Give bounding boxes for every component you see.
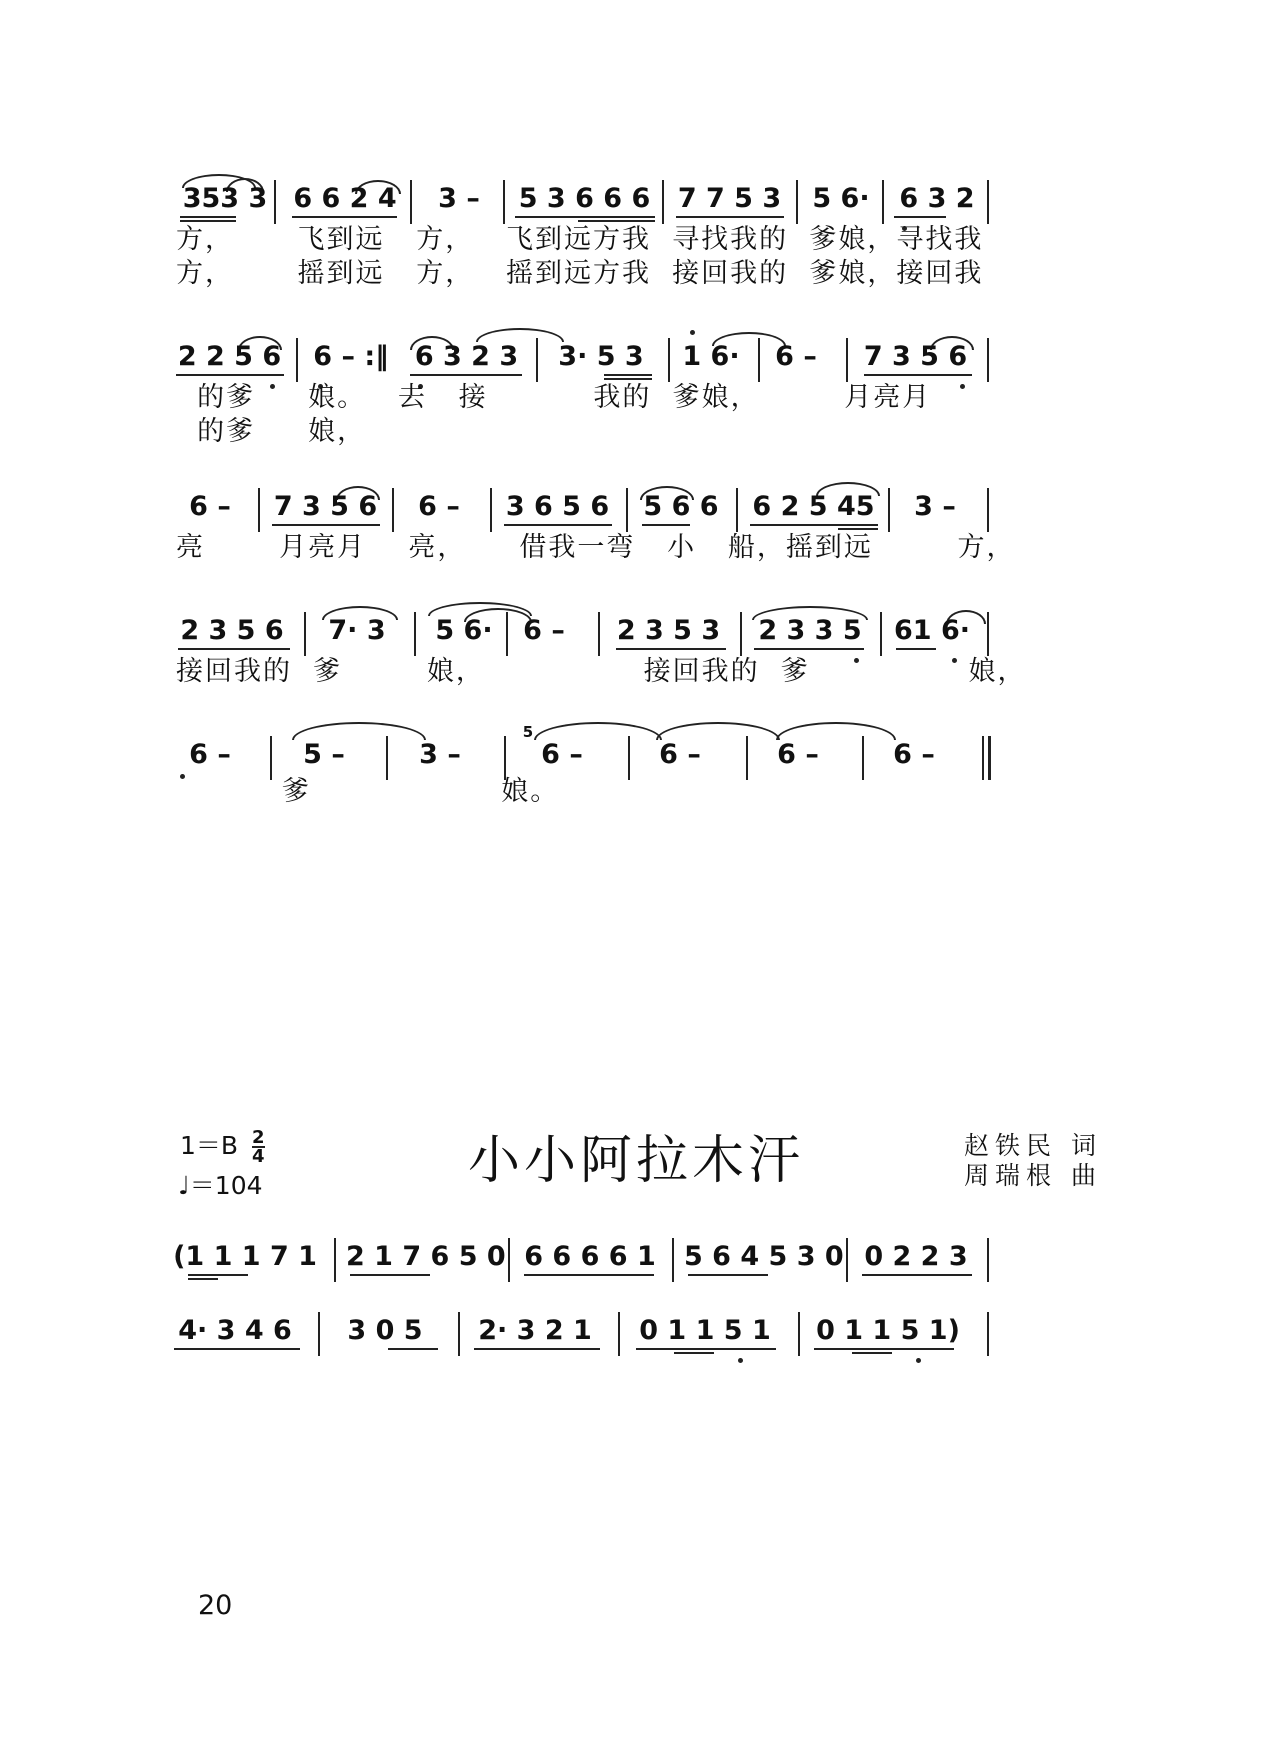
lyric-line: 的爹 娘。 去 接 我的 爹娘， 月亮月: [176, 382, 932, 413]
barline: [258, 488, 260, 532]
measure: 7 3 5 6: [273, 491, 378, 522]
upper-octave-dot: [690, 330, 695, 335]
barline: [862, 736, 864, 780]
barline: [598, 612, 600, 656]
measure: 1 6·: [682, 341, 740, 372]
measure: 3 –: [438, 183, 480, 214]
underline: [636, 1348, 776, 1350]
slur: [476, 328, 564, 342]
measure: 2 3 5 3: [616, 615, 721, 646]
lyricist-credit: 赵铁民 词: [964, 1131, 1102, 1160]
measure: 6 6 6 6 1: [524, 1241, 656, 1272]
measure: 2 3 3 5: [758, 615, 862, 646]
measure: 6 6 2 4: [293, 183, 397, 214]
underline: [688, 1274, 768, 1276]
measure: 2 1 7 6 5 0: [346, 1241, 506, 1272]
measure: (1 1 1 7 1: [173, 1241, 317, 1272]
lower-octave-dot: [960, 384, 965, 389]
barline: [334, 1238, 336, 1282]
underline: [188, 1278, 218, 1280]
measure: 6 –: [777, 739, 819, 770]
barline: [668, 338, 670, 382]
barline: [882, 180, 884, 224]
underline: [578, 220, 655, 222]
barline: [987, 1238, 989, 1282]
measure: 5 6 4 5 3 0: [684, 1241, 844, 1272]
barline: [672, 1238, 674, 1282]
measure: 6 – :‖: [313, 341, 389, 372]
underline: [504, 524, 612, 526]
barline: [504, 736, 506, 780]
barline: [740, 612, 742, 656]
underline: [896, 648, 936, 650]
final-barline: [982, 736, 991, 780]
barline: [987, 180, 989, 224]
measure: 7· 3: [328, 615, 386, 646]
underline: [180, 220, 236, 222]
measure: 6 3 2: [899, 183, 975, 214]
barline: [736, 488, 738, 532]
tie: [292, 722, 426, 740]
underline: [604, 374, 652, 376]
lyric-line: 方， 摇到远 方， 摇到远方我 接回我的 爹娘，接回我: [176, 258, 984, 289]
measure: 2 3 5 6: [180, 615, 284, 646]
measure: 2· 3 2 1: [478, 1315, 592, 1346]
lyric-line: 亮 月亮月 亮， 借我一弯 小 船，摇到远 方，: [176, 532, 1016, 563]
barline: [662, 180, 664, 224]
barline: [628, 736, 630, 780]
barline: [798, 1312, 800, 1356]
measure: 6 –: [189, 491, 231, 522]
underline: [852, 1352, 892, 1354]
barline: [746, 736, 748, 780]
barline: [626, 488, 628, 532]
measure: 3 –: [914, 491, 956, 522]
barline: [490, 488, 492, 532]
barline: [274, 180, 276, 224]
measure: 6 –: [523, 615, 565, 646]
barline: [888, 488, 890, 532]
song-title: 小小阿拉木汗: [467, 1131, 804, 1191]
measure: 6 3 2 3: [414, 341, 519, 372]
underline: [750, 524, 878, 526]
measure: 7 3 5 6: [863, 341, 968, 372]
tempo-marking: ♩＝104: [178, 1171, 263, 1200]
barline: [536, 338, 538, 382]
time-top: 2: [252, 1127, 265, 1148]
measure: 0 2 2 3: [864, 1241, 968, 1272]
underline: [616, 648, 726, 650]
underline: [180, 216, 236, 218]
barline: [987, 488, 989, 532]
barline: [506, 612, 508, 656]
underline: [410, 374, 522, 376]
barline: [880, 612, 882, 656]
barline: [987, 1312, 989, 1356]
measure: 5 6 6: [643, 491, 719, 522]
underline: [350, 1274, 430, 1276]
barline: [846, 338, 848, 382]
underline: [272, 524, 380, 526]
barline: [987, 338, 989, 382]
barline: [296, 338, 298, 382]
measure: 61 6·: [893, 615, 971, 646]
measure: 4· 3 4 6: [178, 1315, 292, 1346]
grace-note: 5: [522, 723, 534, 741]
underline: [838, 528, 878, 530]
underline: [474, 1348, 600, 1350]
lyric-line: 方， 飞到远 方， 飞到远方我 寻找我的 爹娘，寻找我: [176, 224, 984, 255]
underline: [814, 1348, 954, 1350]
time-bottom: 4: [252, 1146, 265, 1167]
measure: 3 –: [419, 739, 461, 770]
lyric-line: 接回我的 爹 娘， 接回我的 爹 娘，: [176, 656, 1027, 687]
underline: [188, 1274, 248, 1276]
measure: 5 3 6 6 6: [518, 183, 651, 214]
underline: [864, 374, 972, 376]
lyric-line: 爹 娘。: [176, 776, 560, 807]
composer-credit: 周瑞根 曲: [964, 1161, 1102, 1190]
underline: [604, 378, 652, 380]
underline: [862, 1274, 972, 1276]
barline: [304, 612, 306, 656]
barline: [410, 180, 412, 224]
tie: [656, 722, 780, 740]
barline: [987, 612, 989, 656]
underline: [894, 216, 946, 218]
underline: [174, 1348, 300, 1350]
lower-octave-dot: [916, 1358, 921, 1363]
measure: 3 6 5 6: [505, 491, 610, 522]
barline: [318, 1312, 320, 1356]
underline: [524, 1274, 654, 1276]
measure: 6 –: [541, 739, 583, 770]
barline: [503, 180, 505, 224]
measure: 6 –: [659, 739, 701, 770]
barline: [392, 488, 394, 532]
measure: 353 3: [182, 183, 268, 214]
tie: [776, 722, 896, 740]
measure: 6 2 5 45: [752, 491, 875, 522]
lower-octave-dot: [738, 1358, 743, 1363]
tie: [534, 722, 662, 740]
measure: 6 –: [775, 341, 817, 372]
underline: [674, 1352, 714, 1354]
measure: 5 6·: [435, 615, 493, 646]
measure: 6 –: [189, 739, 231, 770]
barline: [458, 1312, 460, 1356]
barline: [386, 736, 388, 780]
underline: [292, 216, 397, 218]
measure: 2 2 5 6: [177, 341, 282, 372]
measure: 5 6·: [812, 183, 870, 214]
time-signature: [252, 1129, 265, 1165]
underline: [676, 216, 784, 218]
underline: [176, 374, 284, 376]
underline: [642, 524, 690, 526]
underline: [754, 648, 864, 650]
barline: [270, 736, 272, 780]
barline: [846, 1238, 848, 1282]
barline: [758, 338, 760, 382]
key-signature: [180, 1126, 265, 1165]
barline: [796, 180, 798, 224]
measure: 0 1 1 5 1): [816, 1315, 960, 1346]
barline: [508, 1238, 510, 1282]
measure: 6 –: [893, 739, 935, 770]
underline: [178, 648, 290, 650]
lyric-line: 的爹 娘，: [176, 416, 367, 447]
measure: 6 –: [418, 491, 460, 522]
barline: [618, 1312, 620, 1356]
measure: 7 7 5 3: [677, 183, 782, 214]
barline: [414, 612, 416, 656]
underline: [515, 216, 655, 218]
measure: 3 0 5: [347, 1315, 423, 1346]
page-number: 20: [198, 1590, 233, 1621]
measure: 5 –: [303, 739, 345, 770]
measure: 3· 5 3: [558, 341, 644, 372]
measure: 0 1 1 5 1: [639, 1315, 771, 1346]
key-label: 1＝B: [180, 1131, 239, 1160]
underline: [388, 1348, 438, 1350]
